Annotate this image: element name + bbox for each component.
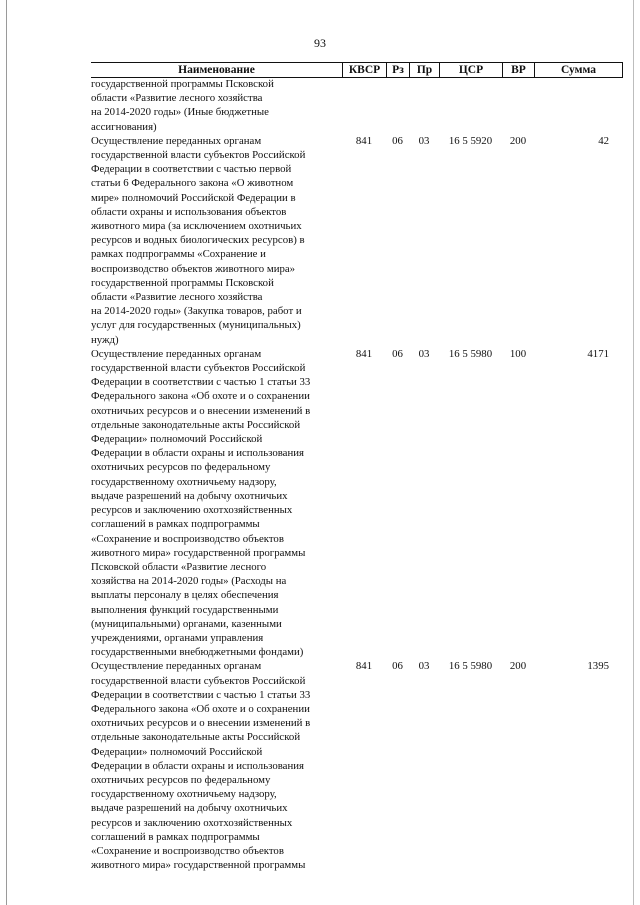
row-name: Осуществление переданных органам государственной власти субъектов Российской Федерации в соответствии с частью 1 статьи 33 Федерального закона «Об охоте и о сохранении охотничьих ресурсов и о внесении изменений в отдельные законодательные акты Российской Федерации» полномочий Российской Федерации в области охраны и использования охотничьих ресурсов по федеральному государственному охотничьему надзору, выдаче разрешений на добычу охотничьих ресурсов и заключению охотхозяйственных соглашений в рамках подпрограммы «Сохранение и воспроизводство объектов животного мира» государственной программы Псковской области «Развитие лесного хозяйства на 2014-2020 годы» (Расходы на выплаты персоналу в целях обеспечения выполнения функций государственными (муниципальными) органами, казенными учреждениями, органами управления государственными внебюджетными фондами) <box>91 347 311 659</box>
row-rz: 06 <box>392 134 403 147</box>
header-sum: Сумма <box>534 63 623 77</box>
row-name: Осуществление переданных органам государственной власти субъектов Российской Федерации в соответствии с частью первой статьи 6 Федерального закона «О животном мире» полномочий Российской Федерации в области охраны и использования объектов животного мира (за исключением охотничьих ресурсов и водных биологических ресурсов) в рамках подпрограммы «Сохранение и воспроизводство объектов животного мира» государственной программы Псковской области «Развитие лесного хозяйства на 2014-2020 годы» (Закупка товаров, работ и услуг для государственных (муниципальных) нужд) <box>91 134 306 346</box>
header-vr: ВР <box>502 63 534 77</box>
row-name: государственной программы Псковской области «Развитие лесного хозяйства на 2014-2020 годы» (Иные бюджетные ассигнования) <box>91 78 274 133</box>
row-sum <box>534 77 623 134</box>
row-name: Осуществление переданных органам государственной власти субъектов Российской Федерации в соответствии с частью 1 статьи 33 Федерального закона «Об охоте и о сохранении охотничьих ресурсов и о внесении изменений в отдельные законодательные акты Российской Федерации» полномочий Российской Федерации в области охраны и использования охотничьих ресурсов по федеральному государственному охотничьему надзору, выдаче разрешений на добычу охотничьих ресурсов и заключению охотхозяйственных соглашений в рамках подпрограммы «Сохранение и воспроизводство объектов животного мира» государственной программы <box>91 660 311 872</box>
table-row <box>91 77 623 134</box>
row-vr: 100 <box>509 347 527 360</box>
table-header <box>91 62 623 78</box>
header-kvsr: КВСР <box>342 63 386 77</box>
row-csr: 16 5 5980 <box>448 347 493 360</box>
row-sum: 4171 <box>587 347 609 360</box>
table-row <box>91 659 623 872</box>
row-sum: 42 <box>598 134 609 147</box>
table-row <box>91 134 623 347</box>
row-pr <box>409 77 439 134</box>
row-rz: 06 <box>392 660 403 673</box>
row-kvsr <box>342 77 386 134</box>
header-name: Наименование <box>178 64 255 76</box>
row-pr: 03 <box>418 347 430 360</box>
row-csr <box>439 77 502 134</box>
row-csr: 16 5 5920 <box>448 134 493 147</box>
scan-edge-left <box>6 0 7 905</box>
row-vr: 200 <box>509 660 527 673</box>
page-number: 93 <box>314 36 326 50</box>
header-csr: ЦСР <box>439 63 502 77</box>
row-vr: 200 <box>509 134 527 147</box>
row-rz: 06 <box>392 347 403 360</box>
row-rz <box>386 77 409 134</box>
header-rz: Рз <box>386 63 409 77</box>
row-pr: 03 <box>418 134 430 147</box>
table-row <box>91 347 623 659</box>
header-pr: Пр <box>409 63 439 77</box>
row-sum: 1395 <box>587 660 609 673</box>
row-csr: 16 5 5980 <box>448 660 493 673</box>
row-pr: 03 <box>418 660 430 673</box>
budget-table <box>91 77 623 872</box>
scan-edge-right <box>633 0 634 905</box>
row-kvsr: 841 <box>355 660 373 673</box>
row-kvsr: 841 <box>355 347 373 360</box>
row-vr <box>502 77 534 134</box>
row-kvsr: 841 <box>355 134 373 147</box>
